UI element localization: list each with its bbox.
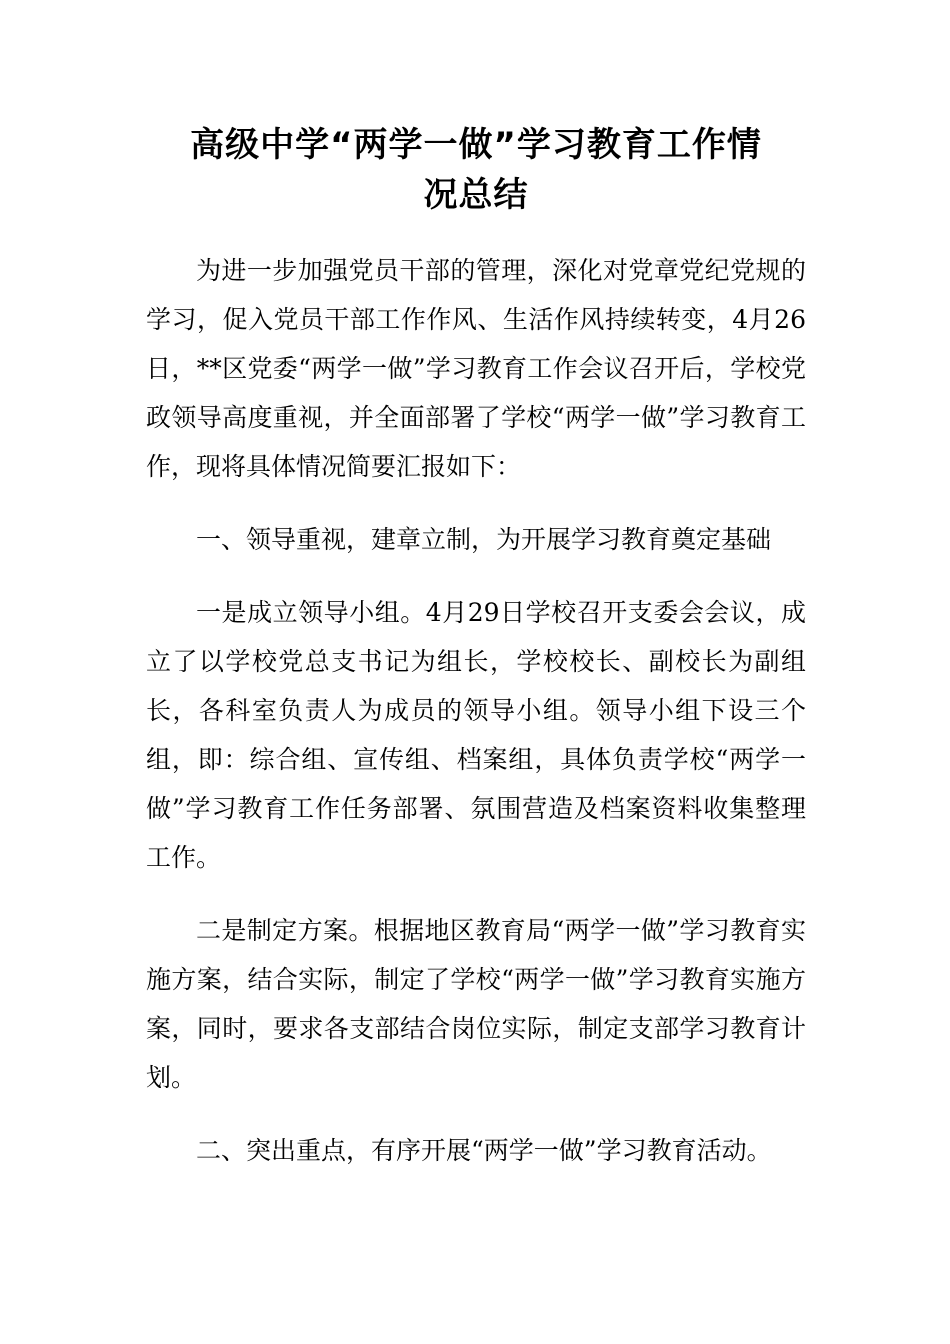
document-body [146, 246, 806, 1175]
document-page [146, 120, 806, 1199]
title-line-1: 高级中学“两学一做”学习教育工作情 [190, 125, 762, 165]
plan-paragraph: 二是制定方案。根据地区教育局“两学一做”学习教育实施方案，结合实际，制定了学校“两学一做”学习教育实施方案，同时，要求各支部结合岗位实际，制定支部学习教育计划。 [146, 916, 806, 1092]
section-heading-2: 二、突出重点，有序开展“两学一做”学习教育活动。 [196, 1136, 772, 1165]
section-heading-1: 一、领导重视，建章立制，为开展学习教育奠定基础 [196, 525, 772, 554]
intro-paragraph: 为进一步加强党员干部的管理，深化对党章党纪党规的学习，促入党员干部工作作风、生活作风持续转变，4月26日，**区党委“两学一做”学习教育工作会议召开后，学校党政领导高度重视，并全面部署了学校“两学一做”学习教育工作，现将具体情况简要汇报如下： [146, 256, 806, 481]
document-title [146, 120, 806, 220]
title-line-2: 况总结 [423, 175, 529, 215]
leadership-group-paragraph: 一是成立领导小组。4月29日学校召开支委会会议，成立了以学校党总支书记为组长，学校校长、副校长为副组长，各科室负责人为成员的领导小组。领导小组下设三个组，即：综合组、宣传组、档案组，具体负责学校“两学一做”学习教育工作任务部署、氛围营造及档案资料收集整理工作。 [146, 598, 806, 872]
